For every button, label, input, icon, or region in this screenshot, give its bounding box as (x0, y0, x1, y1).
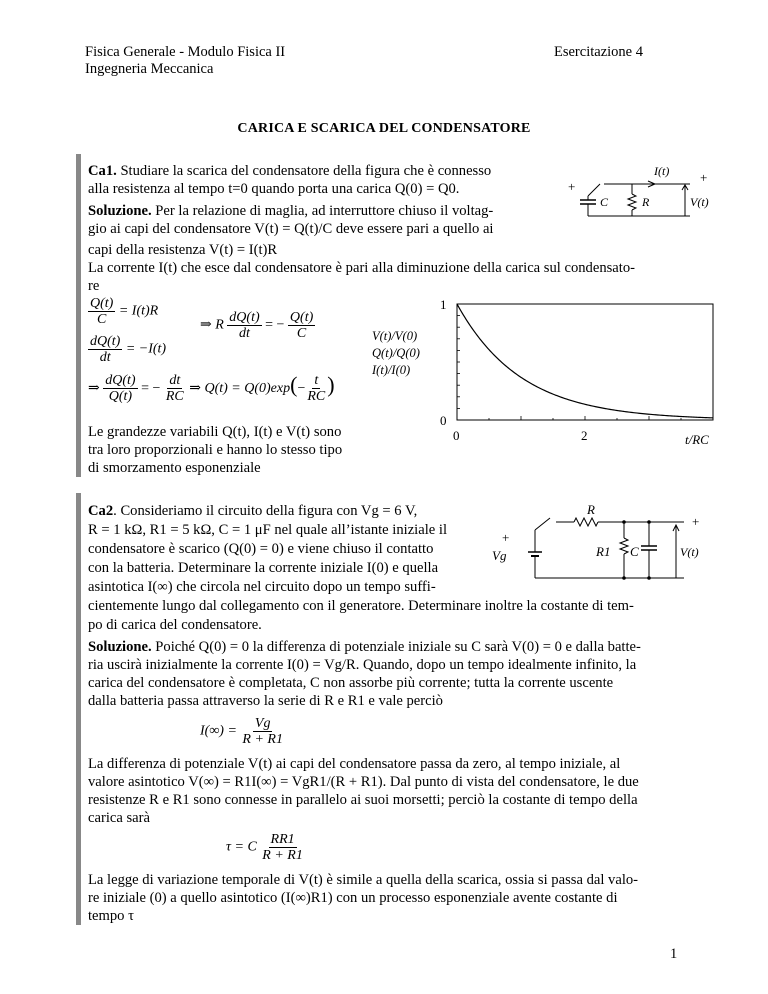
ca2-line9: ria uscirà inizialmente la corrente I(0) = Vg/R. Quando, dopo un tempo idealmente infinito, la (88, 657, 637, 673)
circuit-plus-right: + (692, 514, 700, 529)
ca2-line15: carica sarà (88, 810, 150, 826)
decay-chart (300, 290, 720, 470)
ca2-line3: condensatore è scarico (Q(0) = 0) e viene chiuso il contatto (88, 541, 434, 557)
section-bar-ca1 (76, 154, 81, 477)
eq-line1: $\frac{Q(t)}{C}$ = I(t)R (90, 296, 159, 327)
ca1-line3: Soluzione. Per la relazione di maglia, ad interruttore chiuso il voltag- (88, 203, 494, 219)
ca2-circuit-diagram (484, 500, 714, 590)
eq-line3: $\frac{dQ(t)}{dt}$ = −I(t) (90, 334, 167, 365)
x-axis-label: t/RC (685, 432, 709, 447)
header-left-line2: Ingegneria Meccanica (85, 61, 214, 77)
ca2-line12: La differenza di potenziale V(t) ai capi del condensatore passa da zero, al tempo iniziale, al (88, 756, 621, 772)
circuit-c-label: C (600, 195, 609, 209)
legend-entry-v: V(t)/V(0) (372, 329, 418, 343)
ca1-line6: La corrente I(t) che esce dal condensatore è pari alla diminuzione della carica sul condensato- (88, 260, 635, 276)
circuit-plus-left: + (568, 179, 576, 194)
ca2-line5: asintotica I(∞) che circola nel circuito dopo un tempo suffi- (88, 579, 436, 595)
x-tick-label-2: 2 (581, 428, 588, 443)
ca1-line4: gio ai capi del condensatore V(t) = Q(t)/C deve essere pari a quello ai (88, 221, 494, 237)
page-title: CARICA E SCARICA DEL CONDENSATORE (237, 121, 531, 136)
chart-frame (457, 304, 713, 420)
eq-i-infinity: I(∞) = $\frac{Vg}{R + R1}$ (200, 716, 283, 747)
legend-entry-q: Q(t)/Q(0) (372, 346, 420, 360)
ca2-line14: resistenze R e R1 sono connesse in parallelo ai suoi morsetti; perciò la costante di tempo della (88, 792, 638, 808)
ca2-line1: Ca2. Consideriamo il circuito della figura con Vg = 6 V, (88, 503, 418, 519)
ca2-line16: La legge di variazione temporale di V(t) è simile a quella della scarica, ossia si passa dal valo- (88, 872, 639, 888)
series-line-decay (457, 304, 713, 418)
circuit-plus-left: + (502, 530, 510, 545)
y-tick-label-0: 0 (440, 413, 447, 428)
circuit-r-label: R (587, 502, 595, 517)
circuit-c-label: C (630, 544, 639, 559)
y-tick-label-1: 1 (440, 297, 447, 312)
ca1-line2: alla resistenza al tempo t=0 quando porta una carica Q(0) = Q0. (88, 181, 460, 197)
ca2-line17: re iniziale (0) a quello asintotico (I(∞)R1) con un processo esponenziale avente costante di (88, 890, 618, 906)
section-bar-ca2 (76, 493, 81, 925)
ca2-line2: R = 1 kΩ, R1 = 5 kΩ, C = 1 μF nel quale all’istante iniziale il (88, 522, 448, 538)
ca1-line7: re (88, 278, 100, 294)
ca2-line13: valore asintotico V(∞) = R1I(∞) = VgR1/(R + R1). Dal punto di vista del condensatore, le due (88, 774, 639, 790)
ca1-note2: tra loro proporzionali e hanno lo stesso tipo (88, 442, 343, 458)
eq-tau: τ = C $\frac{RR1}{R + R1}$ (226, 832, 303, 863)
legend-entry-i: I(t)/I(0) (372, 363, 411, 377)
eq-line2: ⇒ R $\frac{dQ(t)}{dt}$ = − $\frac{Q(t)}{C}$ (200, 310, 314, 341)
eq-line4: ⇒ $\frac{dQ(t)}{Q(t)}$ = − $\frac{dt}{RC}$ ⇒ Q(t) = Q(0)exp(− $\frac{t}{RC}$ ) (88, 372, 335, 405)
ca2-line6: cientemente lungo dal collegamento con il generatore. Determinare inoltre la costante di tem- (88, 598, 634, 614)
circuit-plus-right: + (700, 170, 708, 185)
header-left-line1: Fisica Generale - Modulo Fisica II (85, 44, 286, 60)
page-number: 1 (670, 946, 678, 962)
header-right: Esercitazione 4 (554, 44, 643, 60)
circuit-current-label: I(t) (654, 164, 670, 178)
ca2-line4: con la batteria. Determinare la corrente iniziale I(0) e quella (88, 560, 439, 576)
circuit-r1-label: R1 (596, 544, 611, 559)
circuit-v-label: V(t) (680, 545, 699, 559)
ca1-line5: capi della resistenza V(t) = I(t)R (88, 242, 278, 258)
ca1-note3: di smorzamento esponenziale (88, 460, 261, 476)
ca1-circuit-diagram (560, 160, 720, 230)
circuit-vg-label: Vg (492, 548, 507, 563)
ca1-note1: Le grandezze variabili Q(t), I(t) e V(t) sono (88, 424, 342, 440)
ca2-line11: dalla batteria passa attraverso la serie di R e R1 e vale perciò (88, 693, 443, 709)
ca2-line10: carica del condensatore è completata, C non assorbe più corrente; tutta la corrente uscente (88, 675, 614, 691)
ca2-line7: po di carica del condensatore. (88, 617, 262, 633)
ca2-line8: Soluzione. Poiché Q(0) = 0 la differenza di potenziale iniziale su C sarà V(0) = 0 e dalla batte- (88, 639, 641, 655)
ca1-line1: Ca1. Studiare la scarica del condensatore della figura che è connesso (88, 163, 492, 179)
ca2-line18: tempo τ (88, 908, 134, 924)
x-tick-label-0: 0 (453, 428, 460, 443)
circuit-v-label: V(t) (690, 195, 709, 209)
circuit-r-label: R (642, 195, 650, 209)
